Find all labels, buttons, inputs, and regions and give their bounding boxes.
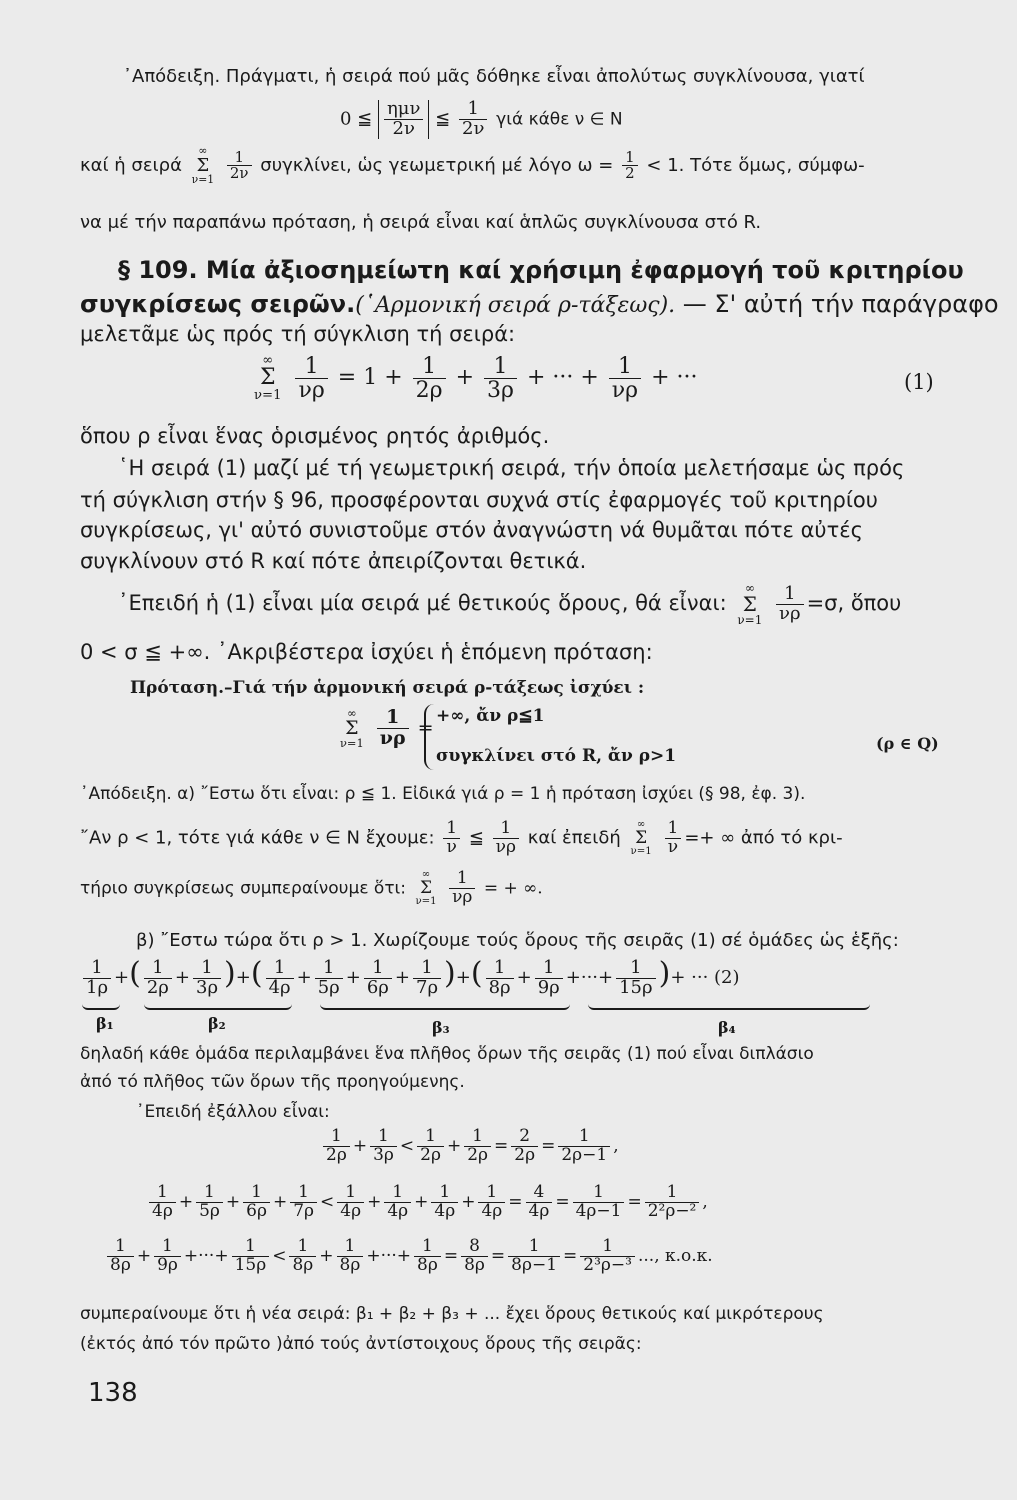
section-after-eq: ὅπου ρ εἶναι ἕνας ὁρισμένος ρητός ἀριθμός. (80, 424, 550, 448)
page-number: 138 (88, 1378, 138, 1408)
conclusion-1: συμπεραίνουμε ὅτι ἡ νέα σειρά: β₁ + β₂ + β₃ + ... ἔχει ὅρους θετικούς καί μικρότερους (80, 1304, 824, 1324)
ineq-row-3: $\frac{1}{8\rho}$ + $\frac{1}{9\rho}$ +···+ $\frac{1}{15\rho}$ < $\frac{1}{8\rho}$ + $\frac{1}{8\rho}$ +···+ $\frac{1}{8\rho}$ = $\frac{8}{8\rho}$ = $\frac{1}{8\rho-1}$ = $\frac{1}{\text{2³ρ−³}}$ ..., κ.ο.κ. (104, 1238, 713, 1275)
proof1-line4: να μέ τήν παραπάνω πρόταση, ἡ σειρά εἶναι καί ἁπλῶς συγκλίνουσα στό R. (80, 212, 762, 233)
proposition-case1: +∞, ἄν ρ≦1 (436, 706, 545, 726)
ineq-row-2: $\frac{1}{4\rho}$ + $\frac{1}{5\rho}$ + $\frac{1}{6\rho}$ + $\frac{1}{7\rho}$ < $\frac{1}{4\rho}$ + $\frac{1}{4\rho}$ + $\frac{1}{4\rho}$ + $\frac{1}{4\rho}$ = $\frac{4}{4\rho}$ = $\frac{1}{4\rho-1}$ = $\frac{1}{\text{2²ρ−²}}$ , (146, 1184, 708, 1221)
proposition-label: Πρόταση.–Γιά τήν ἁρμονική σειρά ρ-τάξεως ἰσχύει : (130, 678, 645, 698)
conclusion-2: (ἐκτός ἀπό τόν πρῶτο )ἀπό τούς ἀντίστοιχους ὅρους τῆς σειρᾶς: (80, 1334, 642, 1354)
para1-line3: συγκρίσεως, γι' αὐτό συνιστοῦμε στόν ἀναγνώστη νά θυμᾶται πότε αὐτές (80, 518, 863, 542)
equation-1-number: (1) (904, 370, 934, 394)
proposition-condition: (ρ ∈ Q) (876, 734, 939, 753)
proof2-line-b: ῎Αν ρ < 1, τότε γιά κάθε ν ∈ N ἔχουμε: $\frac{1}{\nu}$ ≦ $\frac{1}{\nu\rho}$ καί ἐπειδή ∞ Σ ν=1 $\frac{1}{\nu}$ =+ ∞ ἀπό τό κρι- (80, 818, 843, 858)
proof2-line-d: β) ῎Εστω τώρα ὅτι ρ > 1. Χωρίζουμε τούς ὅρους τῆς σειρᾶς (1) σέ ὁμάδες ὡς ἑξῆς: (136, 930, 899, 951)
para1-line1: ῾Η σειρά (1) μαζί μέ τή γεωμετρική σειρά, τήν ὁποία μελετήσαμε ὡς πρός (118, 456, 905, 480)
para2-line2: 0 < σ ≦ +∞. ᾿Ακριβέστερα ἰσχύει ἡ ἑπόμενη πρόταση: (80, 640, 653, 664)
proof1-line1: ᾿Απόδειξη. Πράγματι, ἡ σειρά πού μᾶς δόθηκε εἶναι ἀπολύτως συγκλίνουσα, γιατί (123, 66, 865, 87)
proposition-case2: συγκλίνει στό R, ἄν ρ>1 (436, 746, 677, 766)
brace-beta1 (82, 1002, 120, 1010)
beta3-label: β₃ (432, 1018, 450, 1037)
brace-beta4 (588, 1002, 870, 1010)
equation-2: $\frac{1}{1\rho}$ +( $\frac{1}{2\rho}$ + $\frac{1}{3\rho}$ )+( $\frac{1}{4\rho}$ + $\frac{1}{5\rho}$ + $\frac{1}{6\rho}$ + $\frac{1}{7\rho}$ )+( $\frac{1}{8\rho}$ + $\frac{1}{9\rho}$ +···+ $\frac{1}{15\rho}$ )+ ··· (2) (80, 956, 740, 997)
proposition-formula: ∞ Σ ν=1 $\frac{1}{\nu\rho}$ = (340, 706, 434, 751)
also-line: ᾿Επειδή ἐξάλλου εἶναι: (136, 1102, 330, 1122)
section-title: § 109. Μία ἀξιοσημείωτη καί χρήσιμη ἐφαρμογή τοῦ κριτηρίου (118, 256, 964, 284)
proof2-line-c: τήριο συγκρίσεως συμπεραίνουμε ὅτι: ∞ Σ ν=1 $\frac{1}{\nu\rho}$ = + ∞. (80, 868, 543, 908)
beta2-label: β₂ (208, 1014, 226, 1033)
section-title-2: συγκρίσεως σειρῶν.(῾Αρμονική σειρά ρ-τάξεως). — Σ' αὐτή τήν παράγραφο (80, 290, 999, 318)
after-groups-1: δηλαδή κάθε ὁμάδα περιλαμβάνει ἕνα πλῆθος ὅρων τῆς σειρᾶς (1) πού εἶναι διπλάσιο (80, 1044, 814, 1064)
section-line2: μελετᾶμε ὡς πρός τή σύγκλιση τή σειρά: (80, 322, 516, 346)
equation-1: ∞ Σ ν=1 $\frac{1}{\nu\rho}$ = 1 + $\frac{1}{2\rho}$ + $\frac{1}{3\rho}$ + ··· + $\frac{1}{\nu\rho}$ + ··· (254, 353, 698, 404)
after-groups-2: ἀπό τό πλῆθος τῶν ὅρων τῆς προηγούμενης. (80, 1072, 465, 1092)
para1-line2: τή σύγκλιση στήν § 96, προσφέρονται συχνά στίς ἐφαρμογές τοῦ κριτηρίου (80, 488, 878, 512)
abs-inequality: 0 ≦ $\frac{\text{ημν}}{2\nu}$ ≦ $\frac{1}{2\nu}$ γιά κάθε ν ∈ N (340, 98, 623, 139)
para1-line4: συγκλίνουν στό R καί πότε ἀπειρίζονται θετικά. (80, 549, 587, 573)
brace-beta3 (320, 1002, 570, 1010)
proof1-line3: καί ἡ σειρά ∞ Σ ν=1 $\frac{1}{2\nu}$ συγκλίνει, ὡς γεωμετρική μέ λόγο ω = $\frac{1}{2}$ < 1. Τότε ὅμως, σύμφω- (80, 144, 865, 186)
beta4-label: β₄ (718, 1018, 736, 1037)
ineq-row-1: $\frac{1}{2\rho}$ + $\frac{1}{3\rho}$ < $\frac{1}{2\rho}$ + $\frac{1}{2\rho}$ = $\frac{2}{2\rho}$ = $\frac{1}{2\rho-1}$ , (320, 1128, 619, 1165)
para2-line1: ᾿Επειδή ἡ (1) εἶναι μία σειρά μέ θετικούς ὅρους, θά εἶναι: ∞ Σ ν=1 $\frac{1}{\nu\rho}$ =σ, ὅπου (118, 581, 902, 627)
beta1-label: β₁ (96, 1014, 114, 1033)
proof2-line-a: ᾿Απόδειξη. α) ῎Εστω ὅτι εἶναι: ρ ≦ 1. Εἰδικά γιά ρ = 1 ἡ πρόταση ἰσχύει (§ 98, ἐφ. 3). (80, 784, 806, 804)
brace-beta2 (144, 1002, 292, 1010)
